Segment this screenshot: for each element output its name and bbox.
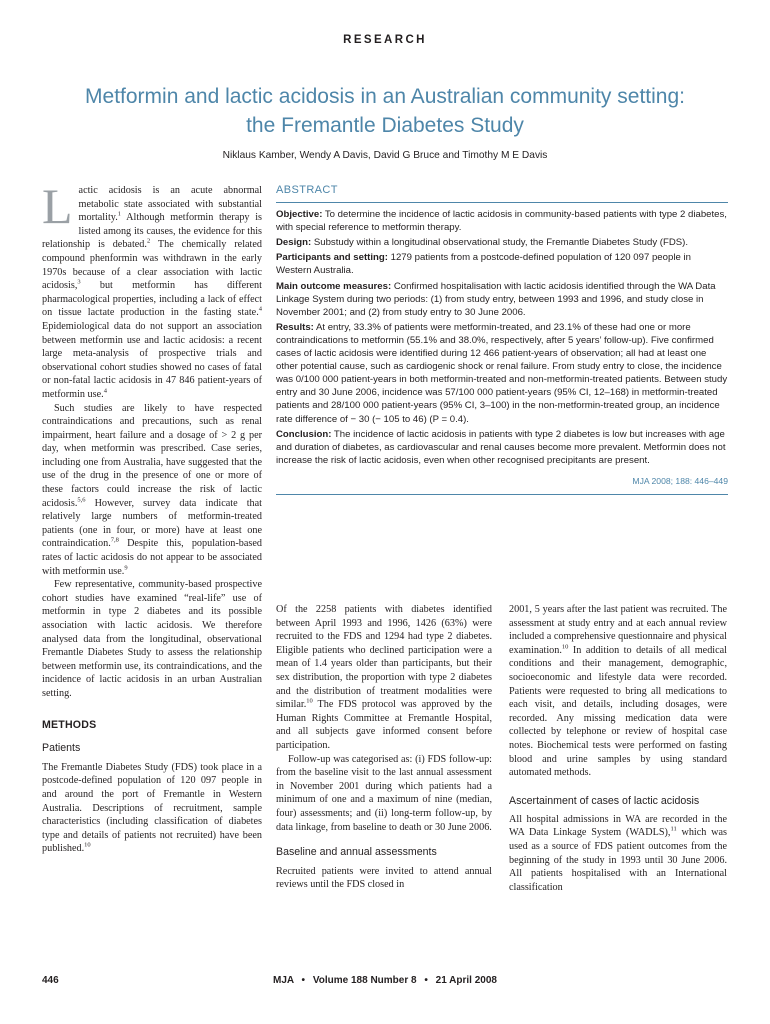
reference-marker: 2 xyxy=(146,237,151,245)
abstract-text: Confirmed hospitalisation with lactic acidosis identified through the WA Data Linkage System during two periods: (1) from study entry, between 1993 and 1996, and study close in November 2001; and (2) from study entry to 30 June 2006. xyxy=(276,280,716,318)
abstract-text: The incidence of lactic acidosis in patients with type 2 diabetes is low but increases with age and duration of diabetes, as cardiovascular and renal causes become more prevalent. Metformin does not increase the risk of lactic acidosis, even when other recognised precipitants are present. xyxy=(276,428,726,466)
footer-separator: • xyxy=(301,975,306,986)
section-label: RESEARCH xyxy=(343,34,427,46)
reference-marker: 4 xyxy=(103,387,107,395)
abstract-text: 1279 patients from a postcode-defined population of 120 097 people in Western Australia. xyxy=(276,252,691,277)
abstract-objective xyxy=(276,208,728,234)
page-number: 446 xyxy=(42,975,59,986)
intro-text: The chemically related compound phenformin was withdrawn in the early 1970s because of a clear association with lactic acidosis, xyxy=(42,239,262,292)
ascertainment-heading: Ascertainment of cases of lactic acidosis xyxy=(509,794,700,807)
reference-marker: 11 xyxy=(670,825,677,833)
abstract-text: Substudy within a longitudinal observational study, the Fremantle Diabetes Study (FDS). xyxy=(311,237,689,249)
intro-column xyxy=(42,178,262,856)
reference-marker: 4 xyxy=(258,305,262,313)
assessment-paragraph xyxy=(509,603,727,780)
intro-text: actic acidosis is an acute abnormal metabolic state associated with substantial mortality. xyxy=(78,185,262,224)
patients-text: The Fremantle Diabetes Study (FDS) took place in a postcode-defined population of 120 097 people in and around the port of Fremantle in Western Australia. Descriptions of recruitment, sample characteristics (including classification of diabetes type and details of patients not recruited) have been published. xyxy=(42,761,262,855)
reference-marker: 10 xyxy=(561,643,569,651)
abstract-outcome xyxy=(276,280,728,319)
intro-text: but metformin has different pharmacological properties, including a lack of effect on tissue lactate production in the fasting state. xyxy=(42,280,262,319)
body-text: In addition to details of all medical conditions and their management, demographic, socioeconomic and lifestyle data were recorded. Patients were requested to bring all medications to each visit, and details, including dosages, were recorded. Any missing medication data were collected by telephone or review of hospital case notes. Biochemical tests were performed on fasting blood and urine samples by using standard automated methods. xyxy=(509,644,727,779)
intro-text: However, survey data indicate that relatively large numbers of metformin-treated patients (one in four, or more) have at least one contraindication. xyxy=(42,497,262,550)
journal-name: MJA xyxy=(273,975,294,986)
abstract-conclusion xyxy=(276,428,728,467)
abstract-design xyxy=(276,236,728,249)
drop-cap: L xyxy=(42,178,73,234)
journal-volume: Volume 188 Number 8 xyxy=(312,975,417,986)
body-text: 2001, 5 years after the last patient was recruited. The assessment at study entry and at each annual review included a comprehensive questionnaire and physical examination. xyxy=(509,604,727,656)
baseline-heading: Baseline and annual assessments xyxy=(276,846,437,859)
article-title xyxy=(30,82,740,140)
intro-text: Such studies are likely to have respected contraindications and precautions, such as renal impairment, heart failure and a dosage of > 2 g per day, when metformin was prescribed. Case series, including one from Australia, have suggested that the use of the drug in the presence of one or more of these factors could increase the risk of lactic acidosis. xyxy=(42,402,262,509)
patients-heading: Patients xyxy=(42,742,81,755)
methods-heading: METHODS xyxy=(42,718,97,731)
abstract-text: To determine the incidence of lactic acidosis in community-based patients with type 2 diabetes, with special reference to metformin therapy. xyxy=(276,209,727,234)
right-column xyxy=(509,603,727,894)
footer-separator: • xyxy=(424,975,428,986)
title-line-1: Metformin and lactic acidosis in an Australian community setting: xyxy=(85,85,685,108)
reference-marker: 7,8 xyxy=(110,537,119,545)
intro-paragraph-3: Few representative, community-based prospective cohort studies have examined “real-life” use of metformin in type 2 diabetes and its possible association with lactic acidosis. We therefore analysed data from the longitudinal, observational Fremantle Diabetes Study to assess the relationship between metformin use, its contraindications, and the incidence of lactic acidosis in an urban Australian setting. xyxy=(42,579,262,699)
intro-text: Epidemiological data do not support an association between metformin use and lactic acidosis: a recent large meta-analysis of prospective trials and observational cohort studies showed no cases of fatal or non-fatal lactic acidosis in 47 846 patient-years of metformin use. xyxy=(42,320,262,400)
author-list: Niklaus Kamber, Wendy A Davis, David G Bruce and Timothy M E Davis xyxy=(222,150,548,161)
recruitment-paragraph xyxy=(276,603,492,753)
follow-up-paragraph: Follow-up was categorised as: (i) FDS follow-up: from the baseline visit to the last annual assessment in November 2001 during which patients had a minimum of one and a maximum of nine (median, four) assessments; and (ii) long-term follow-up, by data linkage, from baseline to death or 30 June 2006. xyxy=(276,753,492,833)
abstract-label: Design: xyxy=(276,237,312,249)
journal-footer xyxy=(0,975,770,986)
abstract-label: Objective: xyxy=(276,209,323,221)
body-text: All hospital admissions in WA are recorded in the WA Data Linkage System (WADLS), xyxy=(509,813,727,839)
ascertainment-paragraph xyxy=(509,813,727,895)
abstract-label: Results: xyxy=(276,321,314,333)
reference-marker: 1 xyxy=(117,210,122,218)
reference-marker: 5,6 xyxy=(77,496,86,504)
abstract-label: Main outcome measures: xyxy=(276,280,392,292)
intro-paragraph-2 xyxy=(42,402,262,579)
reference-marker: 9 xyxy=(124,564,128,572)
title-line-2: the Fremantle Diabetes Study xyxy=(246,114,524,137)
abstract-results xyxy=(276,321,728,426)
body-text: The FDS protocol was approved by the Human Rights Committee at Fremantle Hospital, and all subjects gave informed consent before participation. xyxy=(276,699,492,751)
abstract-heading: ABSTRACT xyxy=(276,184,728,203)
citation-line: MJA 2008; 188: 446–449 xyxy=(276,469,728,495)
body-text: which was used as a source of FDS patient outcomes from the beginning of the study in 1993 until 30 June 2006. All patients hospitalised with an International classification xyxy=(509,827,728,893)
patients-paragraph xyxy=(42,761,262,856)
baseline-paragraph: Recruited patients were invited to attend annual reviews until the FDS closed in xyxy=(276,865,492,891)
abstract-box xyxy=(276,184,728,495)
intro-text: Despite this, population-based rates of lactic acidosis do not appear to be associated with metformin use. xyxy=(42,538,262,577)
reference-marker: 10 xyxy=(84,841,91,849)
intro-text: Although metformin therapy is listed among its causes, the evidence for this relationship is debated. xyxy=(42,212,262,251)
reference-marker: 3 xyxy=(77,278,81,286)
reference-marker: 10 xyxy=(306,697,313,705)
abstract-label: Participants and setting: xyxy=(276,252,388,264)
abstract-label: Conclusion: xyxy=(276,428,332,440)
intro-paragraph-1 xyxy=(42,178,262,402)
body-text: Of the 2258 patients with diabetes identified between April 1993 and 1996, 1426 (63%) were recruited to the FDS and 1294 had type 2 diabetes. Eligible patients who declined participation were a mean of 1.4 years older than participants, but their sex distribution, the proportion with type 2 diabetes and the distribution of treatment modalities were similar. xyxy=(276,604,492,711)
abstract-participants xyxy=(276,251,728,277)
middle-column xyxy=(276,603,492,892)
abstract-text: At entry, 33.3% of patients were metformin-treated, and 23.1% of these had one or more contraindications to metformin (55.1% and 38.0%, respectively, after 5 years’ follow-up). Five confirmed cases of lactic acidosis were identified during 12 466 patient-years of observation; all had at least one other potential cause, such as cardiogenic shock or renal failure. From study entry to close, the incidence was 0/100 000 patient-years in both metformin-treated and non-metformin-treated patients. Between study entry and 30 June 2006, incidence was 57/100 000 patient-years (95% CI, 12–168) in metformin-treated patients and 28/100 000 patient-years (95% CI, 3–100) in the non-metformin-treated group, an incidence rate difference of − 30 (− 105 to 46) (P = 0.4). xyxy=(276,321,728,425)
issue-date: 21 April 2008 xyxy=(435,975,497,986)
